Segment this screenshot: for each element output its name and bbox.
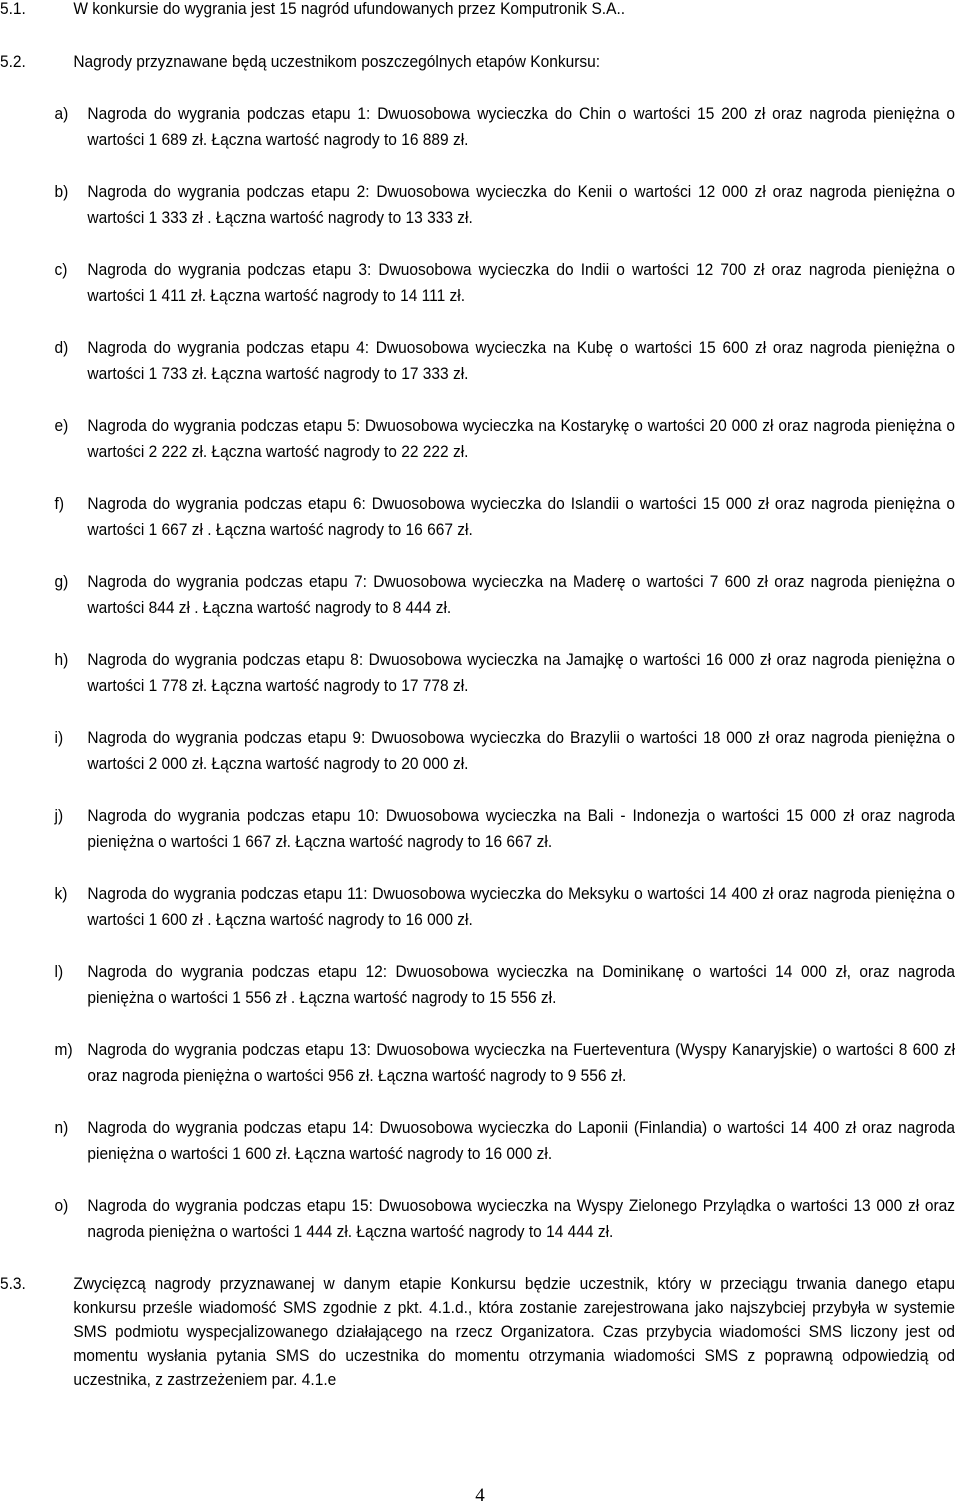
section-text: W konkursie do wygrania jest 15 nagród ufundowanych przez Komputronik S.A.. [73,0,626,18]
item-text: Nagroda do wygrania podczas etapu 13: Dwuosobowa wycieczka na Fuerteventura (Wyspy Kanaryjskie) o wartości 8 600 zł oraz nagroda pieniężna o wartości 956 zł. Łączna wartość nagrody to 9 556 zł. [87,1041,956,1085]
section-number: 5.1. [0,0,26,18]
item-text: Nagroda do wygrania podczas etapu 15: Dwuosobowa wycieczka na Wyspy Zielonego Przylądka o wartości 13 000 zł oraz nagroda pieniężna o wartości 1 444 zł. Łączna wartość nagrody to 14 444 zł. [87,1197,956,1241]
item-text: Nagroda do wygrania podczas etapu 14: Dwuosobowa wycieczka do Laponii (Finlandia) o wartości 14 400 zł oraz nagroda pieniężna o wartości 1 600 zł. Łączna wartość nagrody to 16 000 zł. [87,1119,956,1163]
item-text: Nagroda do wygrania podczas etapu 4: Dwuosobowa wycieczka na Kubę o wartości 15 600 zł oraz nagroda pieniężna o wartości 1 733 zł. Łączna wartość nagrody to 17 333 zł. [87,339,956,383]
item-label: d) [54,339,69,357]
item-label: b) [54,183,69,201]
item-label: e) [54,417,69,435]
item-text: Nagroda do wygrania podczas etapu 9: Dwuosobowa wycieczka do Brazylii o wartości 18 000 zł oraz nagroda pieniężna o wartości 2 000 zł. Łączna wartość nagrody to 20 000 zł. [87,729,956,773]
item-text: Nagroda do wygrania podczas etapu 5: Dwuosobowa wycieczka na Kostarykę o wartości 20 000 zł oraz nagroda pieniężna o wartości 2 222 zł. Łączna wartość nagrody to 22 222 zł. [87,417,956,461]
item-text: Nagroda do wygrania podczas etapu 11: Dwuosobowa wycieczka do Meksyku o wartości 14 400 zł oraz nagroda pieniężna o wartości 1 600 zł . Łączna wartość nagrody to 16 000 zł. [87,885,956,929]
item-label: l) [54,963,64,981]
item-label: j) [54,807,64,825]
section-text: Nagrody przyznawane będą uczestnikom poszczególnych etapów Konkursu: [73,53,601,71]
item-label: a) [54,105,69,123]
item-text: Nagroda do wygrania podczas etapu 6: Dwuosobowa wycieczka do Islandii o wartości 15 000 zł oraz nagroda pieniężna o wartości 1 667 zł . Łączna wartość nagrody to 16 667 zł. [87,495,956,539]
item-label: k) [54,885,68,903]
item-text: Nagroda do wygrania podczas etapu 3: Dwuosobowa wycieczka do Indii o wartości 12 700 zł oraz nagroda pieniężna o wartości 1 411 zł. Łączna wartość nagrody to 14 111 zł. [87,261,956,305]
item-text: Nagroda do wygrania podczas etapu 2: Dwuosobowa wycieczka do Kenii o wartości 12 000 zł oraz nagroda pieniężna o wartości 1 333 zł . Łączna wartość nagrody to 13 333 zł. [87,183,956,227]
item-label: i) [54,729,64,747]
item-text: Nagroda do wygrania podczas etapu 1: Dwuosobowa wycieczka do Chin o wartości 15 200 zł oraz nagroda pieniężna o wartości 1 689 zł. Łączna wartość nagrody to 16 889 zł. [87,105,956,149]
item-label: n) [54,1119,69,1137]
item-text: Nagroda do wygrania podczas etapu 8: Dwuosobowa wycieczka na Jamajkę o wartości 16 000 zł oraz nagroda pieniężna o wartości 1 778 zł. Łączna wartość nagrody to 17 778 zł. [87,651,956,695]
item-label: c) [54,261,68,279]
item-label: g) [54,573,69,591]
item-label: f) [54,495,65,513]
item-label: m) [54,1041,73,1059]
item-text: Nagroda do wygrania podczas etapu 7: Dwuosobowa wycieczka na Maderę o wartości 7 600 zł oraz nagroda pieniężna o wartości 844 zł . Łączna wartość nagrody to 8 444 zł. [87,573,956,617]
section-text: Zwycięzcą nagrody przyznawanej w danym etapie Konkursu będzie uczestnik, który w przeciągu trwania danego etapu konkursu prześle wiadomość SMS zgodnie z pkt. 4.1.d., która zostanie zarejestrowana jako najszybciej przybyła w systemie SMS podmiotu wyspecjalizowanego działającego na rzecz Organizatora. Czas przybycia wiadomości SMS liczony jest od momentu wysłania pytania SMS do uczestnika do momentu otrzymania wiadomości SMS z poprawną odpowiedzią od uczestnika, z zastrzeżeniem par. 4.1.e [73,1275,956,1389]
item-text: Nagroda do wygrania podczas etapu 10: Dwuosobowa wycieczka na Bali - Indonezja o wartości 15 000 zł oraz nagroda pieniężna o wartości 1 667 zł. Łączna wartość nagrody to 16 667 zł. [87,807,956,851]
item-text: Nagroda do wygrania podczas etapu 12: Dwuosobowa wycieczka na Dominikanę o wartości 14 000 zł, oraz nagroda pieniężna o wartości 1 556 zł . Łączna wartość nagrody to 15 556 zł. [87,963,956,1007]
item-label: o) [54,1197,69,1215]
section-number: 5.2. [0,53,26,71]
page-number: 4 [475,1485,485,1506]
item-label: h) [54,651,69,669]
section-number: 5.3. [0,1275,26,1293]
